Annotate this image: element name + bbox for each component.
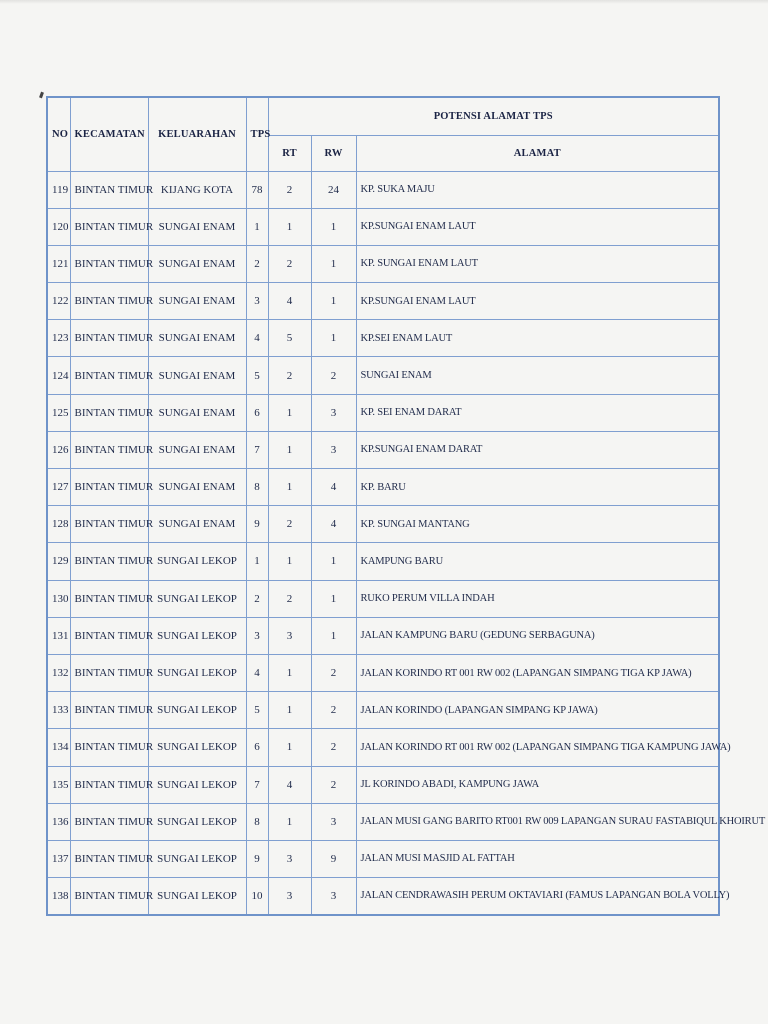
cell-alamat: KP.SEI ENAM LAUT [356, 320, 719, 357]
cell-rw: 3 [311, 394, 356, 431]
table-row [47, 283, 719, 320]
cell-rt: 2 [268, 245, 311, 282]
table-row [47, 469, 719, 506]
cell-rt: 1 [268, 692, 311, 729]
cell-tps: 2 [246, 245, 268, 282]
table-row [47, 171, 719, 208]
cell-tps: 6 [246, 729, 268, 766]
cell-tps: 5 [246, 357, 268, 394]
cell-no: 133 [47, 692, 70, 729]
cell-rw: 1 [311, 617, 356, 654]
cell-kelurahan: SUNGAI ENAM [148, 320, 246, 357]
cell-kecamatan: BINTAN TIMUR [70, 617, 148, 654]
cell-tps: 4 [246, 320, 268, 357]
cell-rt: 2 [268, 171, 311, 208]
cell-kelurahan: SUNGAI ENAM [148, 469, 246, 506]
cell-kelurahan: SUNGAI LEKOP [148, 766, 246, 803]
cell-rw: 1 [311, 320, 356, 357]
cell-alamat: JL KORINDO ABADI, KAMPUNG JAWA [356, 766, 719, 803]
cell-rw: 1 [311, 208, 356, 245]
header-rt: RT [268, 135, 311, 171]
header-keluarahan: KELUARAHAN [148, 97, 246, 171]
header-rw: RW [311, 135, 356, 171]
cell-rt: 4 [268, 766, 311, 803]
cell-tps: 7 [246, 766, 268, 803]
table-row [47, 878, 719, 915]
header-alamat: ALAMAT [356, 135, 719, 171]
cell-alamat: KP.SUNGAI ENAM DARAT [356, 431, 719, 468]
cell-kecamatan: BINTAN TIMUR [70, 245, 148, 282]
cell-alamat: KP. BARU [356, 469, 719, 506]
cell-tps: 7 [246, 431, 268, 468]
cell-rw: 2 [311, 729, 356, 766]
cell-alamat: JALAN KAMPUNG BARU (GEDUNG SERBAGUNA) [356, 617, 719, 654]
header-tps: TPS [246, 97, 268, 171]
cell-no: 126 [47, 431, 70, 468]
cell-tps: 8 [246, 803, 268, 840]
cell-tps: 8 [246, 469, 268, 506]
table-row [47, 766, 719, 803]
table-row [47, 245, 719, 282]
cell-no: 132 [47, 654, 70, 691]
cell-rw: 2 [311, 357, 356, 394]
cell-tps: 2 [246, 580, 268, 617]
cell-alamat: SUNGAI ENAM [356, 357, 719, 394]
cell-kecamatan: BINTAN TIMUR [70, 878, 148, 915]
cell-rw: 3 [311, 431, 356, 468]
cell-rt: 3 [268, 840, 311, 877]
cell-kecamatan: BINTAN TIMUR [70, 654, 148, 691]
cell-rw: 2 [311, 692, 356, 729]
cell-kelurahan: SUNGAI LEKOP [148, 803, 246, 840]
cell-kecamatan: BINTAN TIMUR [70, 580, 148, 617]
cell-rt: 1 [268, 394, 311, 431]
cell-no: 125 [47, 394, 70, 431]
cell-no: 135 [47, 766, 70, 803]
cell-tps: 4 [246, 654, 268, 691]
cell-kelurahan: SUNGAI LEKOP [148, 729, 246, 766]
cell-kelurahan: SUNGAI LEKOP [148, 654, 246, 691]
cell-kecamatan: BINTAN TIMUR [70, 766, 148, 803]
table-row [47, 506, 719, 543]
cell-rw: 2 [311, 766, 356, 803]
cell-kecamatan: BINTAN TIMUR [70, 692, 148, 729]
cell-rw: 1 [311, 543, 356, 580]
cell-rw: 4 [311, 506, 356, 543]
header-potensi-alamat-tps: POTENSI ALAMAT TPS [268, 97, 719, 135]
cell-no: 137 [47, 840, 70, 877]
cell-no: 127 [47, 469, 70, 506]
cell-kelurahan: SUNGAI LEKOP [148, 617, 246, 654]
cell-rw: 1 [311, 245, 356, 282]
cell-no: 121 [47, 245, 70, 282]
cell-no: 122 [47, 283, 70, 320]
cell-alamat: KP. SUKA MAJU [356, 171, 719, 208]
table-row [47, 543, 719, 580]
cell-tps: 10 [246, 878, 268, 915]
header-row-top [47, 97, 719, 135]
cell-kecamatan: BINTAN TIMUR [70, 543, 148, 580]
cell-kelurahan: SUNGAI ENAM [148, 208, 246, 245]
cell-alamat: KP.SUNGAI ENAM LAUT [356, 208, 719, 245]
cell-kelurahan: SUNGAI LEKOP [148, 543, 246, 580]
cell-kecamatan: BINTAN TIMUR [70, 840, 148, 877]
cell-alamat: JALAN MUSI GANG BARITO RT001 RW 009 LAPANGAN SURAU FASTABIQUL KHOIRUT [356, 803, 719, 840]
cell-rt: 4 [268, 283, 311, 320]
cell-kecamatan: BINTAN TIMUR [70, 283, 148, 320]
table-row [47, 617, 719, 654]
cell-rt: 1 [268, 208, 311, 245]
cell-rt: 2 [268, 357, 311, 394]
cell-alamat: JALAN KORINDO RT 001 RW 002 (LAPANGAN SIMPANG TIGA KAMPUNG JAWA) [356, 729, 719, 766]
cell-tps: 78 [246, 171, 268, 208]
cell-kelurahan: SUNGAI LEKOP [148, 692, 246, 729]
cell-alamat: JALAN KORINDO RT 001 RW 002 (LAPANGAN SIMPANG TIGA KP JAWA) [356, 654, 719, 691]
cell-kelurahan: SUNGAI ENAM [148, 431, 246, 468]
cell-kelurahan: SUNGAI LEKOP [148, 878, 246, 915]
header-kecamatan: KECAMATAN [70, 97, 148, 171]
cell-alamat: KP. SUNGAI ENAM LAUT [356, 245, 719, 282]
cell-no: 130 [47, 580, 70, 617]
cell-no: 123 [47, 320, 70, 357]
cell-kecamatan: BINTAN TIMUR [70, 357, 148, 394]
cell-alamat: KP.SUNGAI ENAM LAUT [356, 283, 719, 320]
cell-rt: 3 [268, 878, 311, 915]
table-row [47, 320, 719, 357]
cell-no: 119 [47, 171, 70, 208]
cell-alamat: KP. SUNGAI MANTANG [356, 506, 719, 543]
cell-kelurahan: SUNGAI ENAM [148, 506, 246, 543]
cell-no: 120 [47, 208, 70, 245]
cell-kelurahan: SUNGAI LEKOP [148, 840, 246, 877]
cell-rw: 1 [311, 580, 356, 617]
cell-rw: 2 [311, 654, 356, 691]
cell-alamat: JALAN KORINDO (LAPANGAN SIMPANG KP JAWA) [356, 692, 719, 729]
cell-no: 138 [47, 878, 70, 915]
cell-kecamatan: BINTAN TIMUR [70, 469, 148, 506]
cell-rt: 1 [268, 654, 311, 691]
cell-no: 129 [47, 543, 70, 580]
table-row [47, 208, 719, 245]
cell-no: 134 [47, 729, 70, 766]
cell-rt: 2 [268, 506, 311, 543]
cell-kelurahan: KIJANG KOTA [148, 171, 246, 208]
cell-rt: 1 [268, 803, 311, 840]
cell-rt: 1 [268, 431, 311, 468]
cell-kelurahan: SUNGAI ENAM [148, 283, 246, 320]
table-row [47, 431, 719, 468]
cell-tps: 5 [246, 692, 268, 729]
cell-kelurahan: SUNGAI ENAM [148, 245, 246, 282]
cell-tps: 6 [246, 394, 268, 431]
cell-kelurahan: SUNGAI ENAM [148, 357, 246, 394]
tps-table [46, 96, 766, 916]
cell-rt: 1 [268, 543, 311, 580]
cell-kecamatan: BINTAN TIMUR [70, 171, 148, 208]
cell-rw: 1 [311, 283, 356, 320]
cell-alamat: JALAN CENDRAWASIH PERUM OKTAVIARI (FAMUS LAPANGAN BOLA VOLLY) [356, 878, 719, 915]
cell-rw: 3 [311, 878, 356, 915]
cell-kecamatan: BINTAN TIMUR [70, 506, 148, 543]
cell-tps: 9 [246, 506, 268, 543]
cell-kelurahan: SUNGAI LEKOP [148, 580, 246, 617]
cell-kelurahan: SUNGAI ENAM [148, 394, 246, 431]
cell-no: 124 [47, 357, 70, 394]
cell-kecamatan: BINTAN TIMUR [70, 320, 148, 357]
table-row [47, 729, 719, 766]
cell-tps: 1 [246, 208, 268, 245]
table-row [47, 840, 719, 877]
cell-rw: 3 [311, 803, 356, 840]
cell-kecamatan: BINTAN TIMUR [70, 394, 148, 431]
cell-alamat: KAMPUNG BARU [356, 543, 719, 580]
cell-rw: 9 [311, 840, 356, 877]
cell-no: 136 [47, 803, 70, 840]
table-row [47, 803, 719, 840]
table-row [47, 692, 719, 729]
cell-alamat: KP. SEI ENAM DARAT [356, 394, 719, 431]
table-body [47, 171, 766, 915]
cell-rt: 5 [268, 320, 311, 357]
cell-no: 131 [47, 617, 70, 654]
cell-rt: 1 [268, 729, 311, 766]
scan-speck [39, 92, 44, 99]
scan-edge [0, 0, 768, 4]
cell-alamat: JALAN MUSI MASJID AL FATTAH [356, 840, 719, 877]
header-no: NO [47, 97, 70, 171]
cell-no: 128 [47, 506, 70, 543]
table-row [47, 394, 719, 431]
cell-kecamatan: BINTAN TIMUR [70, 208, 148, 245]
cell-tps: 9 [246, 840, 268, 877]
cell-tps: 3 [246, 283, 268, 320]
cell-rt: 3 [268, 617, 311, 654]
cell-kecamatan: BINTAN TIMUR [70, 431, 148, 468]
cell-tps: 1 [246, 543, 268, 580]
cell-rt: 1 [268, 469, 311, 506]
cell-rw: 24 [311, 171, 356, 208]
cell-alamat: RUKO PERUM VILLA INDAH [356, 580, 719, 617]
cell-kecamatan: BINTAN TIMUR [70, 729, 148, 766]
cell-rt: 2 [268, 580, 311, 617]
table-row [47, 654, 719, 691]
cell-tps: 3 [246, 617, 268, 654]
cell-rw: 4 [311, 469, 356, 506]
table-row [47, 580, 719, 617]
table-row [47, 357, 719, 394]
cell-kecamatan: BINTAN TIMUR [70, 803, 148, 840]
